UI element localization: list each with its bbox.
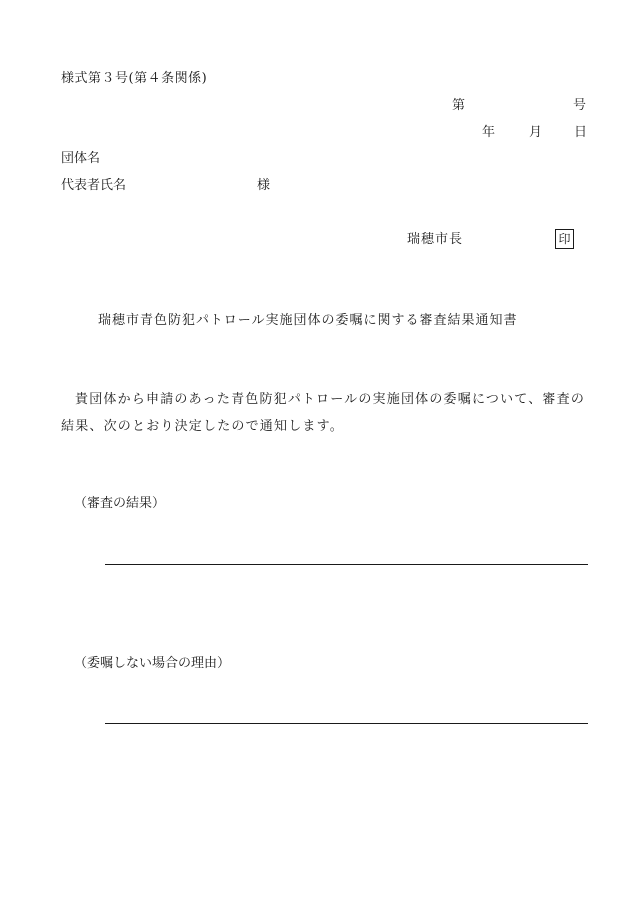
body-text: 貴団体から申請のあった青色防犯パトロールの実施団体の委嘱について、審査の結果、次のとおり決定したので通知します。 (61, 392, 586, 434)
rejection-reason-line (105, 723, 588, 724)
date-year: 年 (482, 125, 496, 140)
review-result-line (105, 564, 588, 565)
doc-number-prefix: 第 (452, 98, 466, 113)
seal-mark: 印 (555, 229, 574, 249)
date-month: 月 (529, 125, 543, 140)
section-heading-review-result: （審査の結果） (74, 496, 166, 511)
representative-name-label: 代表者氏名 (61, 178, 127, 193)
date-day: 日 (574, 125, 588, 140)
doc-number-suffix: 号 (573, 98, 587, 113)
form-number: 様式第３号(第４条関係) (61, 71, 208, 86)
honorific: 様 (257, 178, 271, 193)
section-heading-rejection-reason: （委嘱しない場合の理由） (74, 656, 231, 671)
org-name-label: 団体名 (61, 151, 101, 166)
issuer-name: 瑞穂市長 (407, 232, 464, 247)
document-title: 瑞穂市青色防犯パトロール実施団体の委嘱に関する審査結果通知書 (98, 313, 518, 328)
